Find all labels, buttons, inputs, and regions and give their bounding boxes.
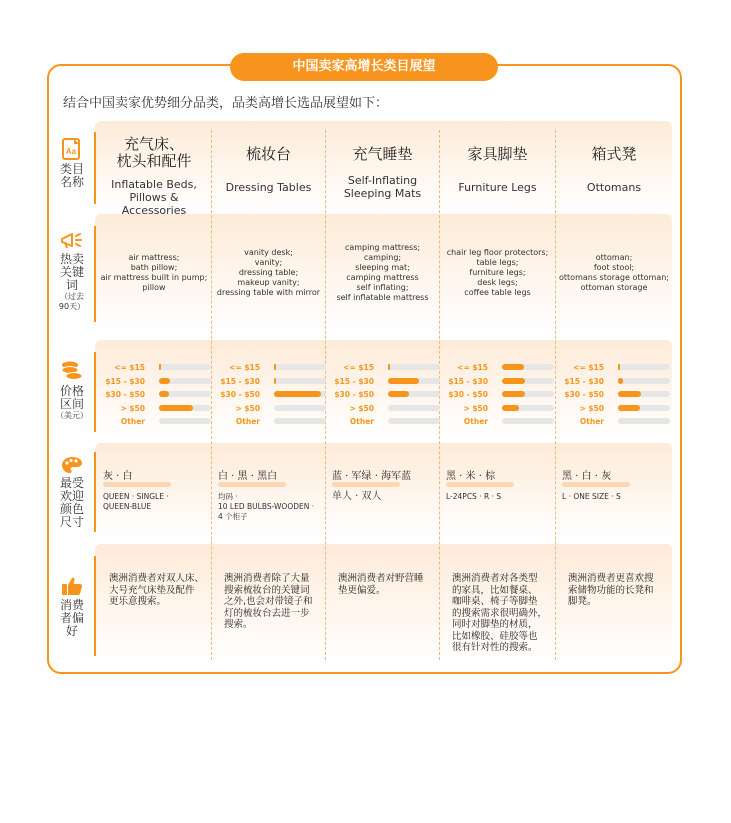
price-bar-track: [618, 391, 670, 397]
row-head-sub: （美元）: [56, 411, 88, 420]
price-range-label: <= $15: [114, 363, 145, 372]
hot-keywords: [97, 253, 211, 293]
price-bar-track: [618, 405, 670, 411]
preference-line: 同时对脚垫的材质，: [452, 619, 538, 630]
row-head-line: 类目: [59, 162, 84, 176]
price-bar-fill: [618, 391, 641, 397]
preference-line: 澳洲消费者对双人床、: [109, 573, 205, 584]
row-head-line: 名称: [59, 175, 84, 189]
category-header: [97, 136, 211, 217]
keyword-item: vanity desk;: [244, 248, 293, 257]
price-range-label: Other: [120, 417, 145, 426]
category-name-en: [97, 178, 211, 217]
category-name-en-line: Inflatable Beds,: [111, 178, 197, 191]
price-range-row: [212, 375, 325, 389]
price-bar-track: [618, 378, 670, 384]
preference-line: 的家具，比如餐桌、: [452, 584, 538, 596]
price-range-row: [212, 402, 325, 416]
category-name-cn: 箱式凳: [591, 145, 637, 163]
price-range-label: Other: [463, 417, 488, 426]
hot-keywords: [326, 243, 439, 303]
price-bar-fill: [274, 364, 276, 370]
keyword-item: makeup vanity;: [237, 278, 300, 287]
price-range-row: [97, 388, 211, 402]
keyword-item: air mattress;: [128, 253, 180, 262]
price-bar-track: [618, 418, 670, 424]
price-bar-fill: [159, 391, 169, 397]
size-item: QUEEN-BLUE: [103, 502, 152, 511]
coins-icon: [60, 360, 84, 382]
document-aa-icon: [62, 138, 82, 160]
category-name-en-line: Dressing Tables: [225, 181, 312, 194]
category-name-cn: 枕头和配件: [116, 152, 192, 170]
category-name-en-line: Ottomans: [586, 181, 642, 194]
price-range-row: [440, 375, 555, 389]
hot-keywords: [440, 248, 555, 298]
popular-colors: 灰 · 白: [103, 471, 133, 482]
row-head-line: 消费: [59, 598, 84, 612]
price-range-label: $30 - $50: [448, 390, 488, 399]
megaphone-icon: [60, 232, 84, 250]
price-range-label: $30 - $50: [334, 390, 374, 399]
price-range-row: [556, 415, 672, 429]
color-bar: [218, 482, 286, 487]
price-range-row: [326, 402, 439, 416]
category-header: [326, 146, 439, 200]
price-range-row: [97, 361, 211, 375]
preference-line: 的搜索需求很明确外，: [452, 607, 548, 619]
popular-sizes: [103, 492, 209, 512]
price-range-label: Other: [349, 417, 374, 426]
consumer-preference: [452, 573, 553, 654]
row-head-sub: 90天）: [58, 302, 86, 311]
category-header: [556, 146, 672, 194]
row-head-colors: [52, 456, 92, 529]
keyword-item: self inflating;: [356, 283, 409, 292]
price-range-label: > $50: [120, 403, 145, 413]
row-head-line: 者偏: [59, 611, 84, 625]
keyword-item: bath pillow;: [130, 263, 178, 272]
price-range-label: > $50: [235, 403, 260, 413]
price-range-row: [440, 415, 555, 429]
preference-line: 澳洲消费者除了大量: [224, 573, 310, 584]
preference-line: 澳洲消费者对各类型: [452, 573, 538, 584]
price-bar-fill: [618, 364, 620, 370]
row-head-line: 热卖: [59, 252, 84, 266]
price-range-label: <= $15: [343, 363, 374, 372]
price-range-label: Other: [235, 417, 260, 426]
keyword-item: desk legs;: [477, 278, 518, 287]
row-head-line: 最受: [59, 476, 84, 490]
price-bar-fill: [159, 378, 170, 384]
category-name-en-line: Sleeping Mats: [343, 187, 422, 200]
category-name-cn: 梳妆台: [245, 145, 291, 163]
price-range-row: [326, 388, 439, 402]
price-bar-fill: [618, 405, 640, 411]
keyword-item: camping;: [363, 253, 402, 262]
color-bar: [332, 482, 400, 487]
intro-text: 结合中国卖家优势细分品类，品类高增长选品展望如下：: [63, 96, 389, 111]
category-name-en: [556, 181, 672, 194]
row-head-line: 价格: [59, 384, 84, 398]
consumer-preference: [224, 573, 323, 631]
price-bar-fill: [502, 378, 525, 384]
keyword-item: self inflatable mattress: [336, 293, 429, 302]
preference-line: 索储物功能的长凳和: [568, 584, 654, 596]
category-name-cn: 充气睡垫: [352, 145, 413, 163]
preference-line: 更乐意搜索。: [109, 596, 167, 607]
consumer-preference: [568, 573, 670, 608]
palette-icon: [61, 456, 83, 474]
popular-colors: 黑 · 米 · 棕: [446, 471, 496, 482]
category-name-en: [212, 181, 325, 194]
size-item: QUEEN · SINGLE ·: [103, 492, 169, 501]
price-range-row: [326, 415, 439, 429]
keyword-item: sleeping mat;: [355, 263, 410, 272]
category-header: [212, 146, 325, 194]
category-name-cn: 充气床、: [123, 135, 184, 153]
size-item: 单人 · 双人: [332, 491, 382, 502]
preference-line: 澳洲消费者对野营睡: [338, 573, 424, 584]
row-head-line: 颜色: [59, 502, 84, 516]
price-range-row: [556, 361, 672, 375]
row-head-line: 词: [65, 278, 78, 292]
category-header: [440, 146, 555, 194]
price-range-label: $15 - $30: [448, 376, 488, 386]
keyword-item: dressing table;: [238, 268, 299, 277]
consumer-preference: [109, 573, 209, 608]
category-name-en-line: Self-Inflating: [347, 174, 418, 187]
color-bar: [446, 482, 514, 487]
preference-line: 大号充气床垫及配件: [109, 584, 195, 596]
size-item: 4 个柜子: [218, 512, 248, 521]
popular-sizes: [446, 492, 553, 502]
row-head-category: [52, 138, 92, 189]
price-range-row: [326, 361, 439, 375]
price-range-label: > $50: [349, 403, 374, 413]
hot-keywords: [212, 248, 325, 298]
price-bar-fill: [388, 378, 419, 384]
row-head-sub: （过去: [60, 292, 84, 301]
row-divider: [94, 132, 96, 204]
popular-colors: 蓝 · 军绿 · 海军蓝: [332, 471, 412, 482]
preference-line: 咖啡桌、椅子等脚垫: [452, 596, 538, 607]
price-range-label: $30 - $50: [105, 390, 145, 399]
keyword-item: pillow: [142, 283, 166, 292]
price-range-row: [326, 375, 439, 389]
row-head-line: 区间: [59, 397, 84, 411]
category-name-en-line: Pillows & Accessories: [121, 191, 187, 217]
price-bar-fill: [388, 364, 390, 370]
category-name-en: [440, 181, 555, 194]
price-range-label: $30 - $50: [564, 390, 604, 399]
row-head-line: 尺寸: [59, 515, 84, 529]
keyword-item: dressing table with mirror: [216, 288, 321, 297]
row-head-line: 关键: [59, 265, 84, 279]
size-item: L-24PCS · R · S: [446, 492, 502, 501]
price-range-label: $30 - $50: [220, 390, 260, 399]
keyword-item: ottomans storage ottoman;: [559, 273, 669, 282]
price-bar-fill: [502, 405, 519, 411]
popular-sizes: [218, 492, 323, 522]
preference-line: 之外,也会对带镜子和: [224, 596, 313, 607]
keyword-item: foot stool;: [593, 263, 635, 272]
price-bar-fill: [388, 391, 409, 397]
price-range-label: <= $15: [229, 363, 260, 372]
category-name-cn: 家具脚垫: [467, 145, 528, 163]
price-range-row: [556, 402, 672, 416]
price-range-label: <= $15: [573, 363, 604, 372]
price-bar-track: [618, 364, 670, 370]
preference-line: 澳洲消费者更喜欢搜: [568, 573, 654, 584]
row-divider: [94, 452, 96, 532]
row-head-pref: [52, 576, 92, 638]
color-bar: [562, 482, 630, 487]
row-head-keywords: [52, 232, 92, 312]
price-bar-fill: [159, 405, 193, 411]
preference-line: 垫更偏爱。: [338, 584, 386, 596]
keyword-item: camping mattress;: [344, 243, 421, 252]
price-bar-fill: [502, 364, 524, 370]
preference-line: 很有针对性的搜索。: [452, 642, 538, 653]
price-range-row: [212, 388, 325, 402]
price-range-row: [97, 415, 211, 429]
svg-text:Aa: Aa: [65, 147, 77, 156]
popular-sizes: [562, 492, 670, 502]
preference-line: 比如橡胶、硅胶等也: [452, 630, 538, 642]
price-range-row: [212, 361, 325, 375]
keyword-item: ottoman;: [595, 253, 633, 262]
price-bar-fill: [274, 378, 276, 384]
price-range-label: > $50: [579, 403, 604, 413]
popular-sizes: [332, 492, 437, 502]
price-bar-fill: [618, 378, 623, 384]
thumbs-up-icon: [61, 576, 83, 596]
keyword-item: ottoman storage: [580, 283, 648, 292]
price-range-label: Other: [579, 417, 604, 426]
category-name-en: [326, 174, 439, 200]
keyword-item: camping mattress: [346, 273, 419, 282]
price-range-label: $15 - $30: [105, 376, 145, 386]
keyword-item: coffee table legs: [464, 288, 531, 297]
size-item: 均码 ·: [218, 492, 238, 501]
price-range-row: [97, 375, 211, 389]
row-divider: [94, 556, 96, 656]
price-range-row: [97, 402, 211, 416]
keyword-item: furniture legs;: [469, 268, 526, 277]
price-range-row: [212, 415, 325, 429]
preference-line: 脚凳。: [568, 596, 597, 607]
price-range-row: [440, 361, 555, 375]
price-range-label: $15 - $30: [334, 376, 374, 386]
row-head-line: 好: [65, 624, 78, 638]
page-title: 中国卖家高增长类目展望: [230, 53, 498, 81]
keyword-item: vanity;: [254, 258, 283, 267]
price-bar-fill: [159, 364, 161, 370]
price-range-row: [440, 402, 555, 416]
row-head-line: 欢迎: [59, 489, 84, 503]
preference-line: 搜索梳妆台的关键词: [224, 584, 310, 596]
preference-line: 搜索。: [224, 619, 253, 630]
keyword-item: chair leg floor protectors;: [446, 248, 549, 257]
price-range-row: [440, 388, 555, 402]
popular-colors: 白 · 黑 · 黑白: [218, 471, 278, 482]
price-range-label: <= $15: [457, 363, 488, 372]
price-range-row: [556, 388, 672, 402]
popular-colors: 黑 · 白 · 灰: [562, 471, 612, 482]
size-item: 10 LED BULBS-WOODEN ·: [218, 502, 315, 511]
preference-line: 灯的梳妆台去进一步: [224, 607, 310, 619]
price-range-label: $15 - $30: [564, 376, 604, 386]
price-range-label: $15 - $30: [220, 376, 260, 386]
keyword-item: table legs;: [476, 258, 519, 267]
hot-keywords: [556, 253, 672, 293]
price-range-row: [556, 375, 672, 389]
row-head-price: [52, 360, 92, 421]
row-divider: [94, 226, 96, 322]
price-bar-fill: [274, 391, 321, 397]
consumer-preference: [338, 573, 437, 596]
price-range-label: > $50: [463, 403, 488, 413]
category-name-en-line: Furniture Legs: [458, 181, 537, 194]
price-bar-fill: [502, 391, 525, 397]
keyword-item: air mattress built in pump;: [100, 273, 208, 282]
color-bar: [103, 482, 171, 487]
size-item: L · ONE SIZE · S: [562, 492, 621, 501]
